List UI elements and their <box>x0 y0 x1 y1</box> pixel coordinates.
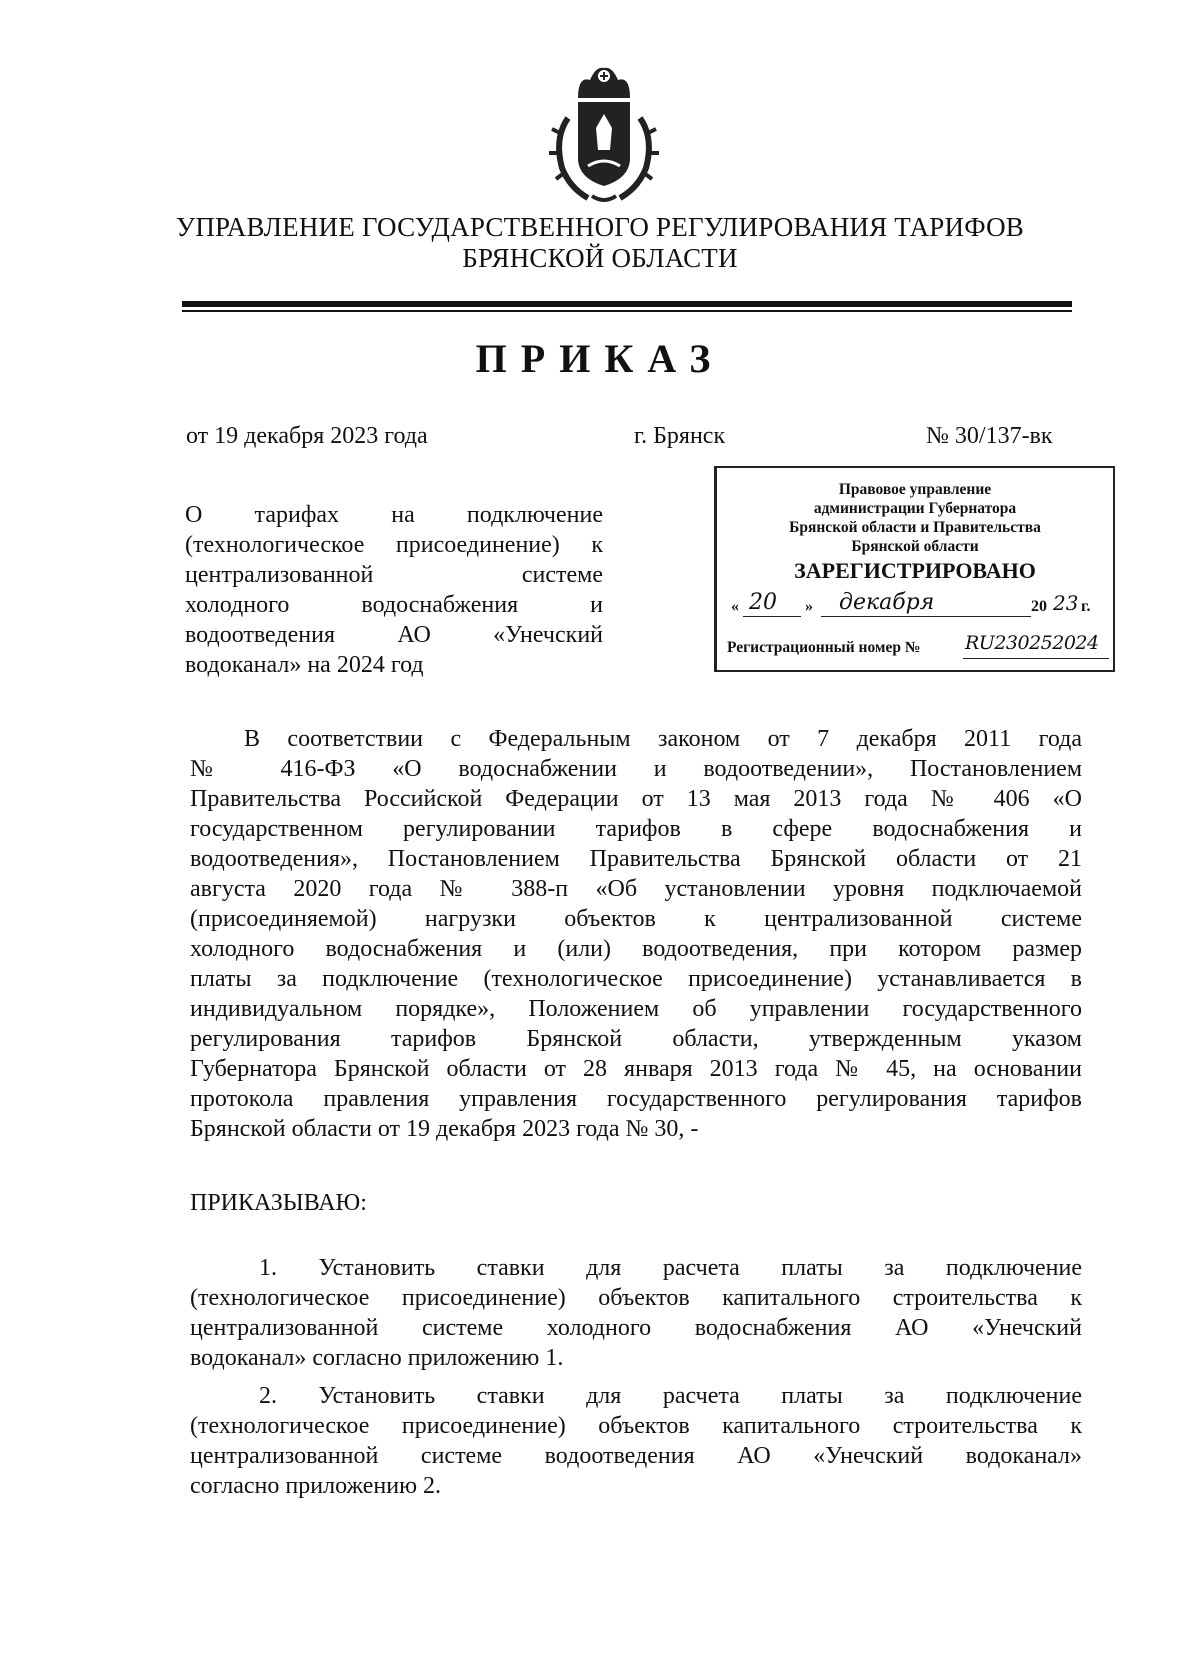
item-line: 1. Установить ставки для расчета платы за подключение <box>259 1255 1082 1281</box>
preamble-line: августа 2020 года № 388-п «Об установлении уровня подключаемой <box>190 876 1082 902</box>
document-title: ПРИКАЗ <box>475 336 725 381</box>
stamp-line: администрации Губернатора <box>813 500 1017 517</box>
stamp-date-close-quote: » <box>805 598 813 615</box>
preamble-line: Правительства Российской Федерации от 13 мая 2013 года № 406 «О <box>190 786 1082 812</box>
coat-of-arms-emblem <box>548 58 660 208</box>
order-number: № 30/137-вк <box>926 423 1053 449</box>
subject-line: централизованной системе <box>185 562 603 588</box>
stamp-registered-label: ЗАРЕГИСТРИРОВАНО <box>794 558 1036 583</box>
item-line: централизованной системе холодного водоснабжения АО «Унечский <box>190 1315 1082 1341</box>
stamp-reg-number: RU230252024 <box>965 632 1099 654</box>
preamble-line: платы за подключение (технологическое присоединение) устанавливается в <box>190 966 1082 992</box>
preamble-line: регулирования тарифов Брянской области, утвержденным указом <box>190 1026 1082 1052</box>
subject-line: водоканал» на 2024 год <box>185 652 424 678</box>
order-heading: ПРИКАЗЫВАЮ: <box>190 1190 367 1216</box>
subject-line: (технологическое присоединение) к <box>185 532 603 558</box>
stamp-day-underline <box>743 616 801 617</box>
organization-name-line-1: УПРАВЛЕНИЕ ГОСУДАРСТВЕННОГО РЕГУЛИРОВАНИЯ ТАРИФОВ <box>176 212 1024 242</box>
preamble-line: В соответствии с Федеральным законом от 7 декабря 2011 года <box>244 726 1082 752</box>
item-line: 2. Установить ставки для расчета платы за подключение <box>259 1383 1082 1409</box>
stamp-month-underline <box>821 616 1031 617</box>
item-line: водоканал» согласно приложению 1. <box>190 1345 564 1371</box>
stamp-date-year-unit: г. <box>1081 598 1091 615</box>
stamp-line: Правовое управление <box>838 481 992 498</box>
registration-stamp <box>714 466 1115 672</box>
item-line: (технологическое присоединение) объектов капитального строительства к <box>190 1285 1082 1311</box>
stamp-date-year-prefix: 20 <box>1031 598 1047 615</box>
item-line: (технологическое присоединение) объектов капитального строительства к <box>190 1413 1082 1439</box>
preamble-line: холодного водоснабжения и (или) водоотведения, при котором размер <box>190 936 1082 962</box>
header-rule-thick <box>182 301 1072 307</box>
preamble-line: № 416-ФЗ «О водоснабжении и водоотведении», Постановлением <box>190 756 1082 782</box>
stamp-date-year-suffix: 23 <box>1053 591 1079 615</box>
order-date: от 19 декабря 2023 года <box>186 423 428 449</box>
stamp-line: Брянской области и Правительства <box>789 519 1041 536</box>
stamp-date-open-quote: « <box>731 598 739 615</box>
preamble-line: (присоединяемой) нагрузки объектов к централизованной системе <box>190 906 1082 932</box>
item-line: централизованной системе водоотведения АО «Унечский водоканал» <box>190 1443 1082 1469</box>
preamble-line: государственном регулировании тарифов в сфере водоснабжения и <box>190 816 1082 842</box>
subject-line: водоотведения АО «Унечский <box>185 622 603 648</box>
stamp-reg-underline <box>963 658 1109 659</box>
item-line: согласно приложению 2. <box>190 1473 442 1499</box>
order-city: г. Брянск <box>634 423 726 449</box>
stamp-date-row <box>731 592 1101 626</box>
preamble-line: протокола правления управления государственного регулирования тарифов <box>190 1086 1082 1112</box>
stamp-line: Брянской области <box>851 538 979 555</box>
stamp-reg-row <box>727 632 1111 662</box>
subject-line: холодного водоснабжения и <box>185 592 603 618</box>
stamp-date-day: 20 <box>749 590 777 615</box>
stamp-reg-label: Регистрационный номер № <box>727 639 921 656</box>
header-rule-thin <box>182 310 1072 312</box>
preamble-line: Брянской области от 19 декабря 2023 года № 30, - <box>190 1116 699 1142</box>
organization-name-line-2: БРЯНСКОЙ ОБЛАСТИ <box>462 243 738 273</box>
preamble-line: водоотведения», Постановлением Правительства Брянской области от 21 <box>190 846 1082 872</box>
preamble-line: Губернатора Брянской области от 28 января 2013 года № 45, на основании <box>190 1056 1082 1082</box>
preamble-line: индивидуальном порядке», Положением об управлении государственного <box>190 996 1082 1022</box>
stamp-date-month: декабря <box>839 590 935 615</box>
subject-line: О тарифах на подключение <box>185 502 603 528</box>
